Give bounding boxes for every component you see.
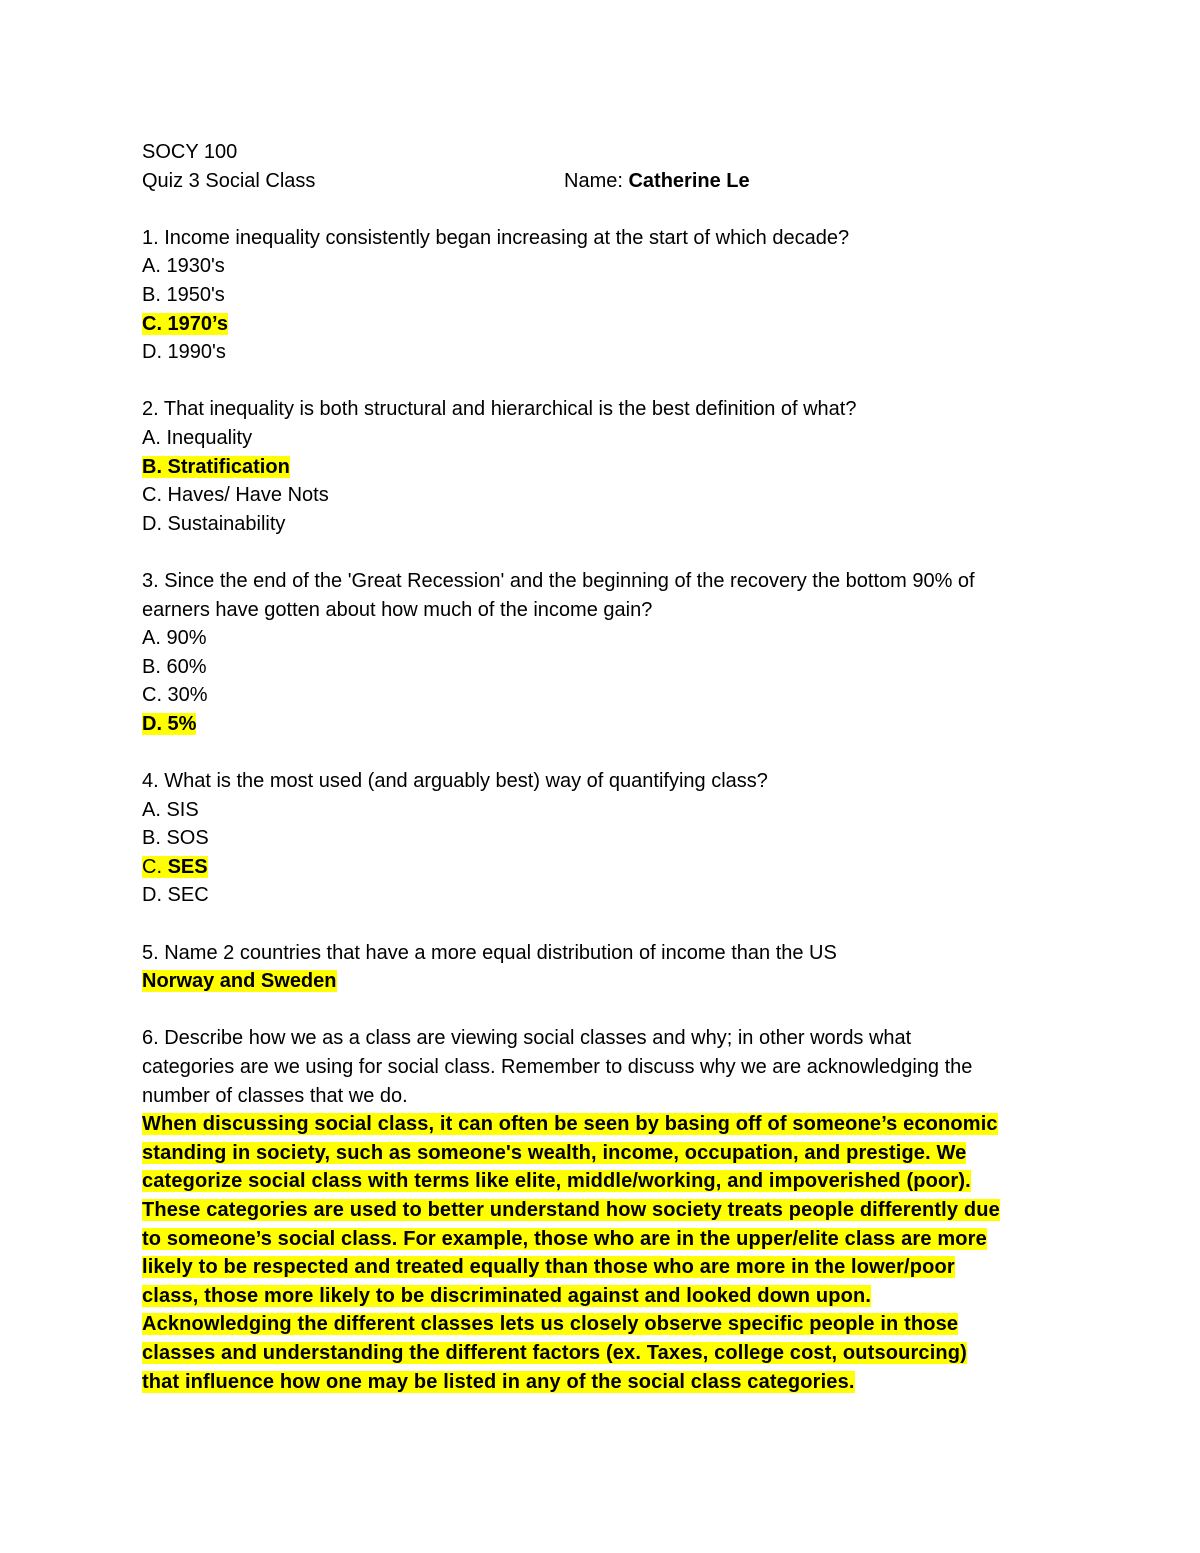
question-3-option-c: C. 30% <box>142 684 208 707</box>
question-1-option-a: A. 1930's <box>142 255 225 278</box>
answer-line: classes and understanding the different factors (ex. Taxes, college cost, outsourcing) <box>142 1341 967 1364</box>
answer-line: categorize social class with terms like elite, middle/working, and impoverished (poor). <box>142 1170 971 1193</box>
quiz-document <box>142 138 1062 1396</box>
question-6-answer <box>142 1110 1057 1396</box>
question-6-prompt-line-2: categories are we using for social class. Remember to discuss why we are acknowledging the <box>142 1056 973 1078</box>
spacer <box>142 195 1062 224</box>
answer-highlight: SES <box>167 855 208 878</box>
question-3-option-b: B. 60% <box>142 655 207 678</box>
question-2-option-a: A. Inequality <box>142 426 253 449</box>
course-code: SOCY 100 <box>142 141 238 163</box>
answer-line: These categories are used to better understand how society treats people differently due <box>142 1198 1000 1221</box>
question-4-option-b: B. SOS <box>142 827 209 850</box>
question-4-option-a: A. SIS <box>142 798 199 821</box>
answer-line: Acknowledging the different classes lets us closely observe specific people in those <box>142 1313 959 1336</box>
question-5-prompt: 5. Name 2 countries that have a more equal distribution of income than the US <box>142 941 837 964</box>
answer-highlight: Norway and Sweden <box>142 970 337 993</box>
question-4-option-d: D. SEC <box>142 884 209 907</box>
name-label: Name: <box>564 169 629 192</box>
question-1-option-c-answer <box>142 310 1062 339</box>
question-2-option-b-answer <box>142 453 1062 482</box>
student-name-field <box>564 167 750 196</box>
quiz-title-row <box>142 167 1062 196</box>
question-2-option-c: C. Haves/ Have Nots <box>142 484 329 507</box>
answer-highlight: C. 1970’s <box>142 312 228 335</box>
question-3-prompt-line-1: 3. Since the end of the 'Great Recession' and the beginning of the recovery the bottom 90% of <box>142 569 975 592</box>
answer-highlight: D. 5% <box>142 712 197 735</box>
spacer <box>142 910 1062 939</box>
question-4-option-c-answer <box>142 853 1062 882</box>
answer-highlight-label: C. <box>142 855 168 878</box>
answer-line: that influence how one may be listed in any of the social class categories. <box>142 1370 855 1393</box>
question-6-prompt-line-3: number of classes that we do. <box>142 1084 408 1107</box>
answer-line: standing in society, such as someone's wealth, income, occupation, and prestige. We <box>142 1141 967 1164</box>
question-2-prompt: 2. That inequality is both structural and hierarchical is the best definition of what? <box>142 398 857 421</box>
answer-highlight: B. Stratification <box>142 455 290 478</box>
question-1-option-d: D. 1990's <box>142 341 226 364</box>
spacer <box>142 738 1062 767</box>
question-3-option-a: A. 90% <box>142 627 207 650</box>
question-3-prompt-line-2: earners have gotten about how much of the income gain? <box>142 598 653 621</box>
question-4-prompt: 4. What is the most used (and arguably best) way of quantifying class? <box>142 770 768 793</box>
question-6-prompt-line-1: 6. Describe how we as a class are viewing social classes and why; in other words what <box>142 1027 912 1050</box>
question-3-option-d-answer <box>142 710 1062 739</box>
answer-line: class, those more likely to be discriminated against and looked down upon. <box>142 1284 872 1307</box>
answer-line: likely to be respected and treated equally than those who are more in the lower/poor <box>142 1256 955 1279</box>
spacer <box>142 367 1062 396</box>
quiz-title: Quiz 3 Social Class <box>142 169 316 192</box>
spacer <box>142 996 1062 1025</box>
question-1-option-b: B. 1950's <box>142 283 225 306</box>
answer-line: to someone’s social class. For example, those who are in the upper/elite class are more <box>142 1227 987 1250</box>
spacer <box>142 538 1062 567</box>
student-name: Catherine Le <box>628 169 750 192</box>
question-2-option-d: D. Sustainability <box>142 512 286 535</box>
answer-line: When discussing social class, it can often be seen by basing off of someone’s economic <box>142 1113 998 1136</box>
question-5-answer <box>142 967 1062 996</box>
question-1-prompt: 1. Income inequality consistently began increasing at the start of which decade? <box>142 226 850 249</box>
